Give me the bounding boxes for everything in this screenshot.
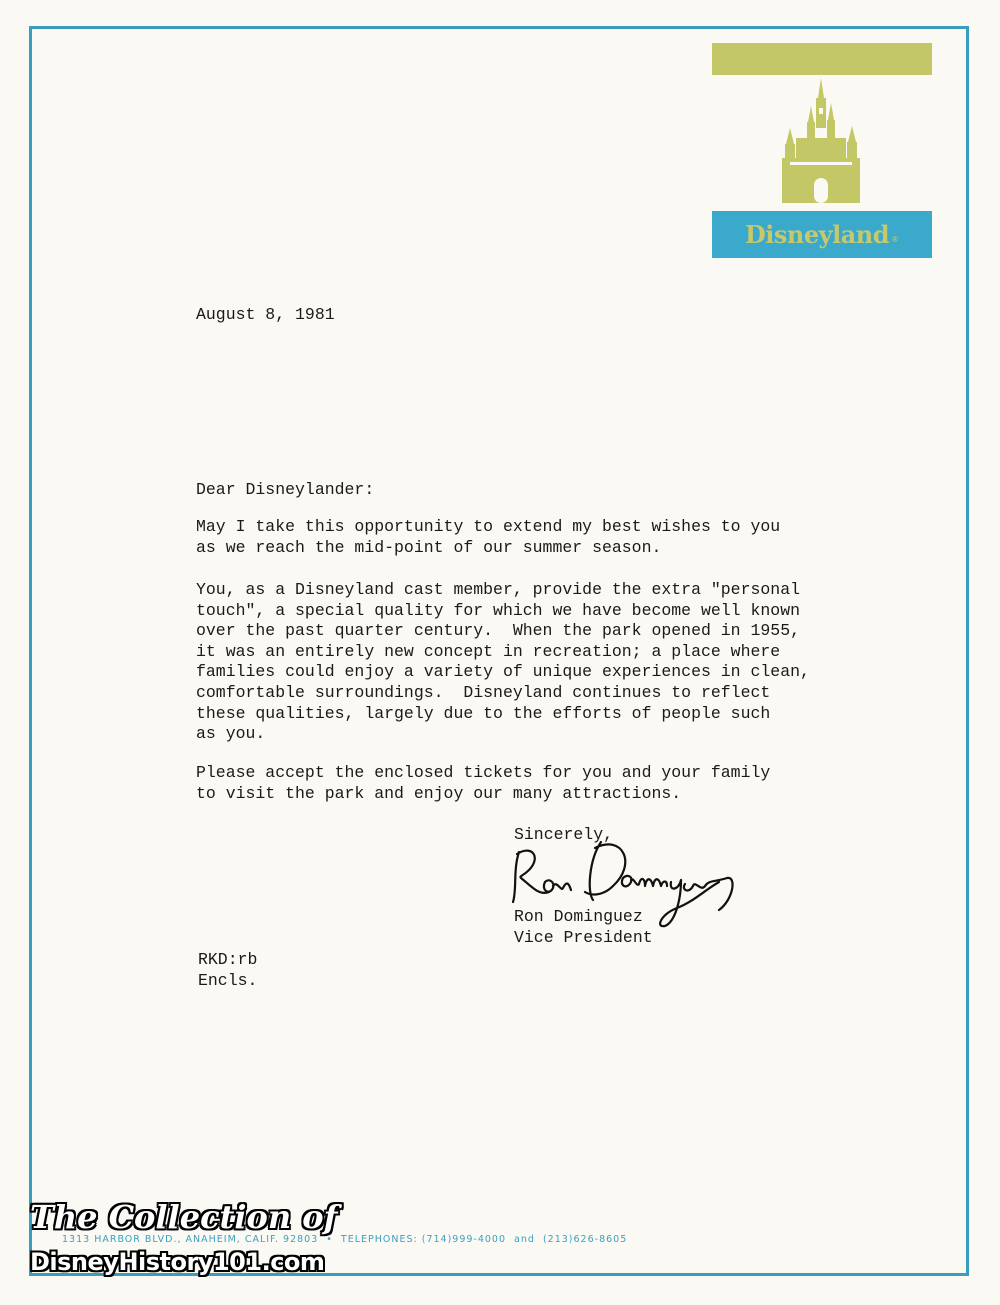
disneyland-logo-text: Disneyland [744,220,889,249]
paragraph-3: Please accept the enclosed tickets for you and your family to visit the park and enjoy our many attractions. [196,763,771,803]
logo-top-bar [712,43,932,75]
salutation: Dear Disneylander: [196,480,375,499]
watermark-line-1: The Collection of [30,1198,338,1236]
typist-initials: RKD:rb [198,950,258,969]
letter-date: August 8, 1981 [196,305,335,324]
signer-title: Vice President [514,928,653,947]
signer-name: Ron Dominguez [514,907,643,926]
castle-icon [776,78,866,203]
enclosures-note: Encls. [198,971,258,990]
paragraph-2: You, as a Disneyland cast member, provide the extra "personal touch", a special quality for which we have become well known over the past quarter century. When the park opened in 1955, it was an entirely new concept in recreation; a place where families could enjoy a variety of unique experiences in clean, comfortable surroundings. Disneyland continues to reflect these qualities, largely due to the efforts of people such as you. [196,580,810,744]
registered-mark: ® [891,235,899,244]
logo-wordmark-bar [712,211,932,258]
watermark-line-2: DisneyHistory101.com [30,1248,325,1276]
reference-block [198,949,257,991]
footer-address: 1313 HARBOR BLVD., ANAHEIM, CALIF. 92803 • TELEPHONES: (714)999-4000 and (213)626-8605 [62,1234,628,1245]
closing: Sincerely, [514,825,614,844]
paragraph-1: May I take this opportunity to extend my best wishes to you as we reach the mid-point of our summer season. [196,517,781,557]
signer-block [514,906,653,948]
